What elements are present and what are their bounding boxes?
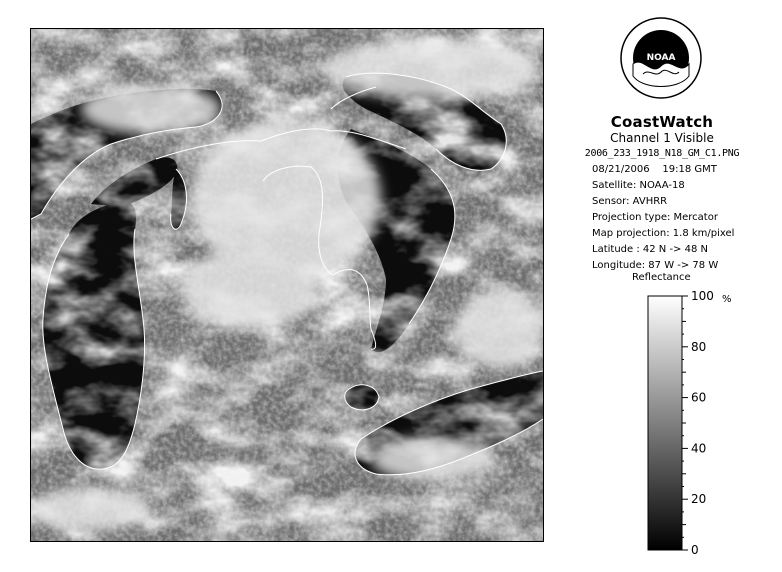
- noaa-logo: [619, 16, 703, 100]
- title: CoastWatch: [610, 113, 714, 131]
- colorbar-tick-label: 80: [691, 339, 707, 354]
- noaa-logo-text: NOAA: [646, 53, 676, 63]
- colorbar-tick-label: 0: [691, 543, 699, 557]
- cloud-cover: [31, 29, 543, 541]
- time: 19:18 GMT: [662, 164, 717, 175]
- sensor-label: Sensor: AVHRR: [592, 196, 668, 207]
- colorbar: [640, 286, 770, 558]
- colorbar-gradient: [648, 296, 682, 550]
- projection-type-label: Projection type: Mercator: [592, 212, 718, 223]
- colorbar-tick-label: 100: [691, 289, 714, 303]
- colorbar-ticks: [682, 289, 714, 557]
- filename: 2006_233_1918_N18_GM_C1.PNG: [584, 148, 740, 159]
- map-projection-label: Map projection: 1.8 km/pixel: [592, 228, 735, 239]
- channel-label: Channel 1 Visible: [610, 131, 714, 145]
- colorbar-unit: %: [722, 294, 732, 305]
- colorbar-tick-label: 40: [691, 441, 707, 456]
- colorbar-tick-label: 60: [691, 390, 707, 405]
- datetime: [592, 164, 717, 175]
- satellite-label: Satellite: NOAA-18: [592, 180, 685, 191]
- satellite-map-image: [31, 29, 543, 541]
- date: 08/21/2006: [592, 164, 650, 175]
- latitude-label: Latitude : 42 N -> 48 N: [592, 244, 708, 255]
- colorbar-title: Reflectance: [632, 272, 691, 283]
- colorbar-tick-label: 20: [691, 492, 707, 507]
- satellite-map: [30, 28, 544, 542]
- longitude-label: Longitude: 87 W -> 78 W: [592, 260, 719, 271]
